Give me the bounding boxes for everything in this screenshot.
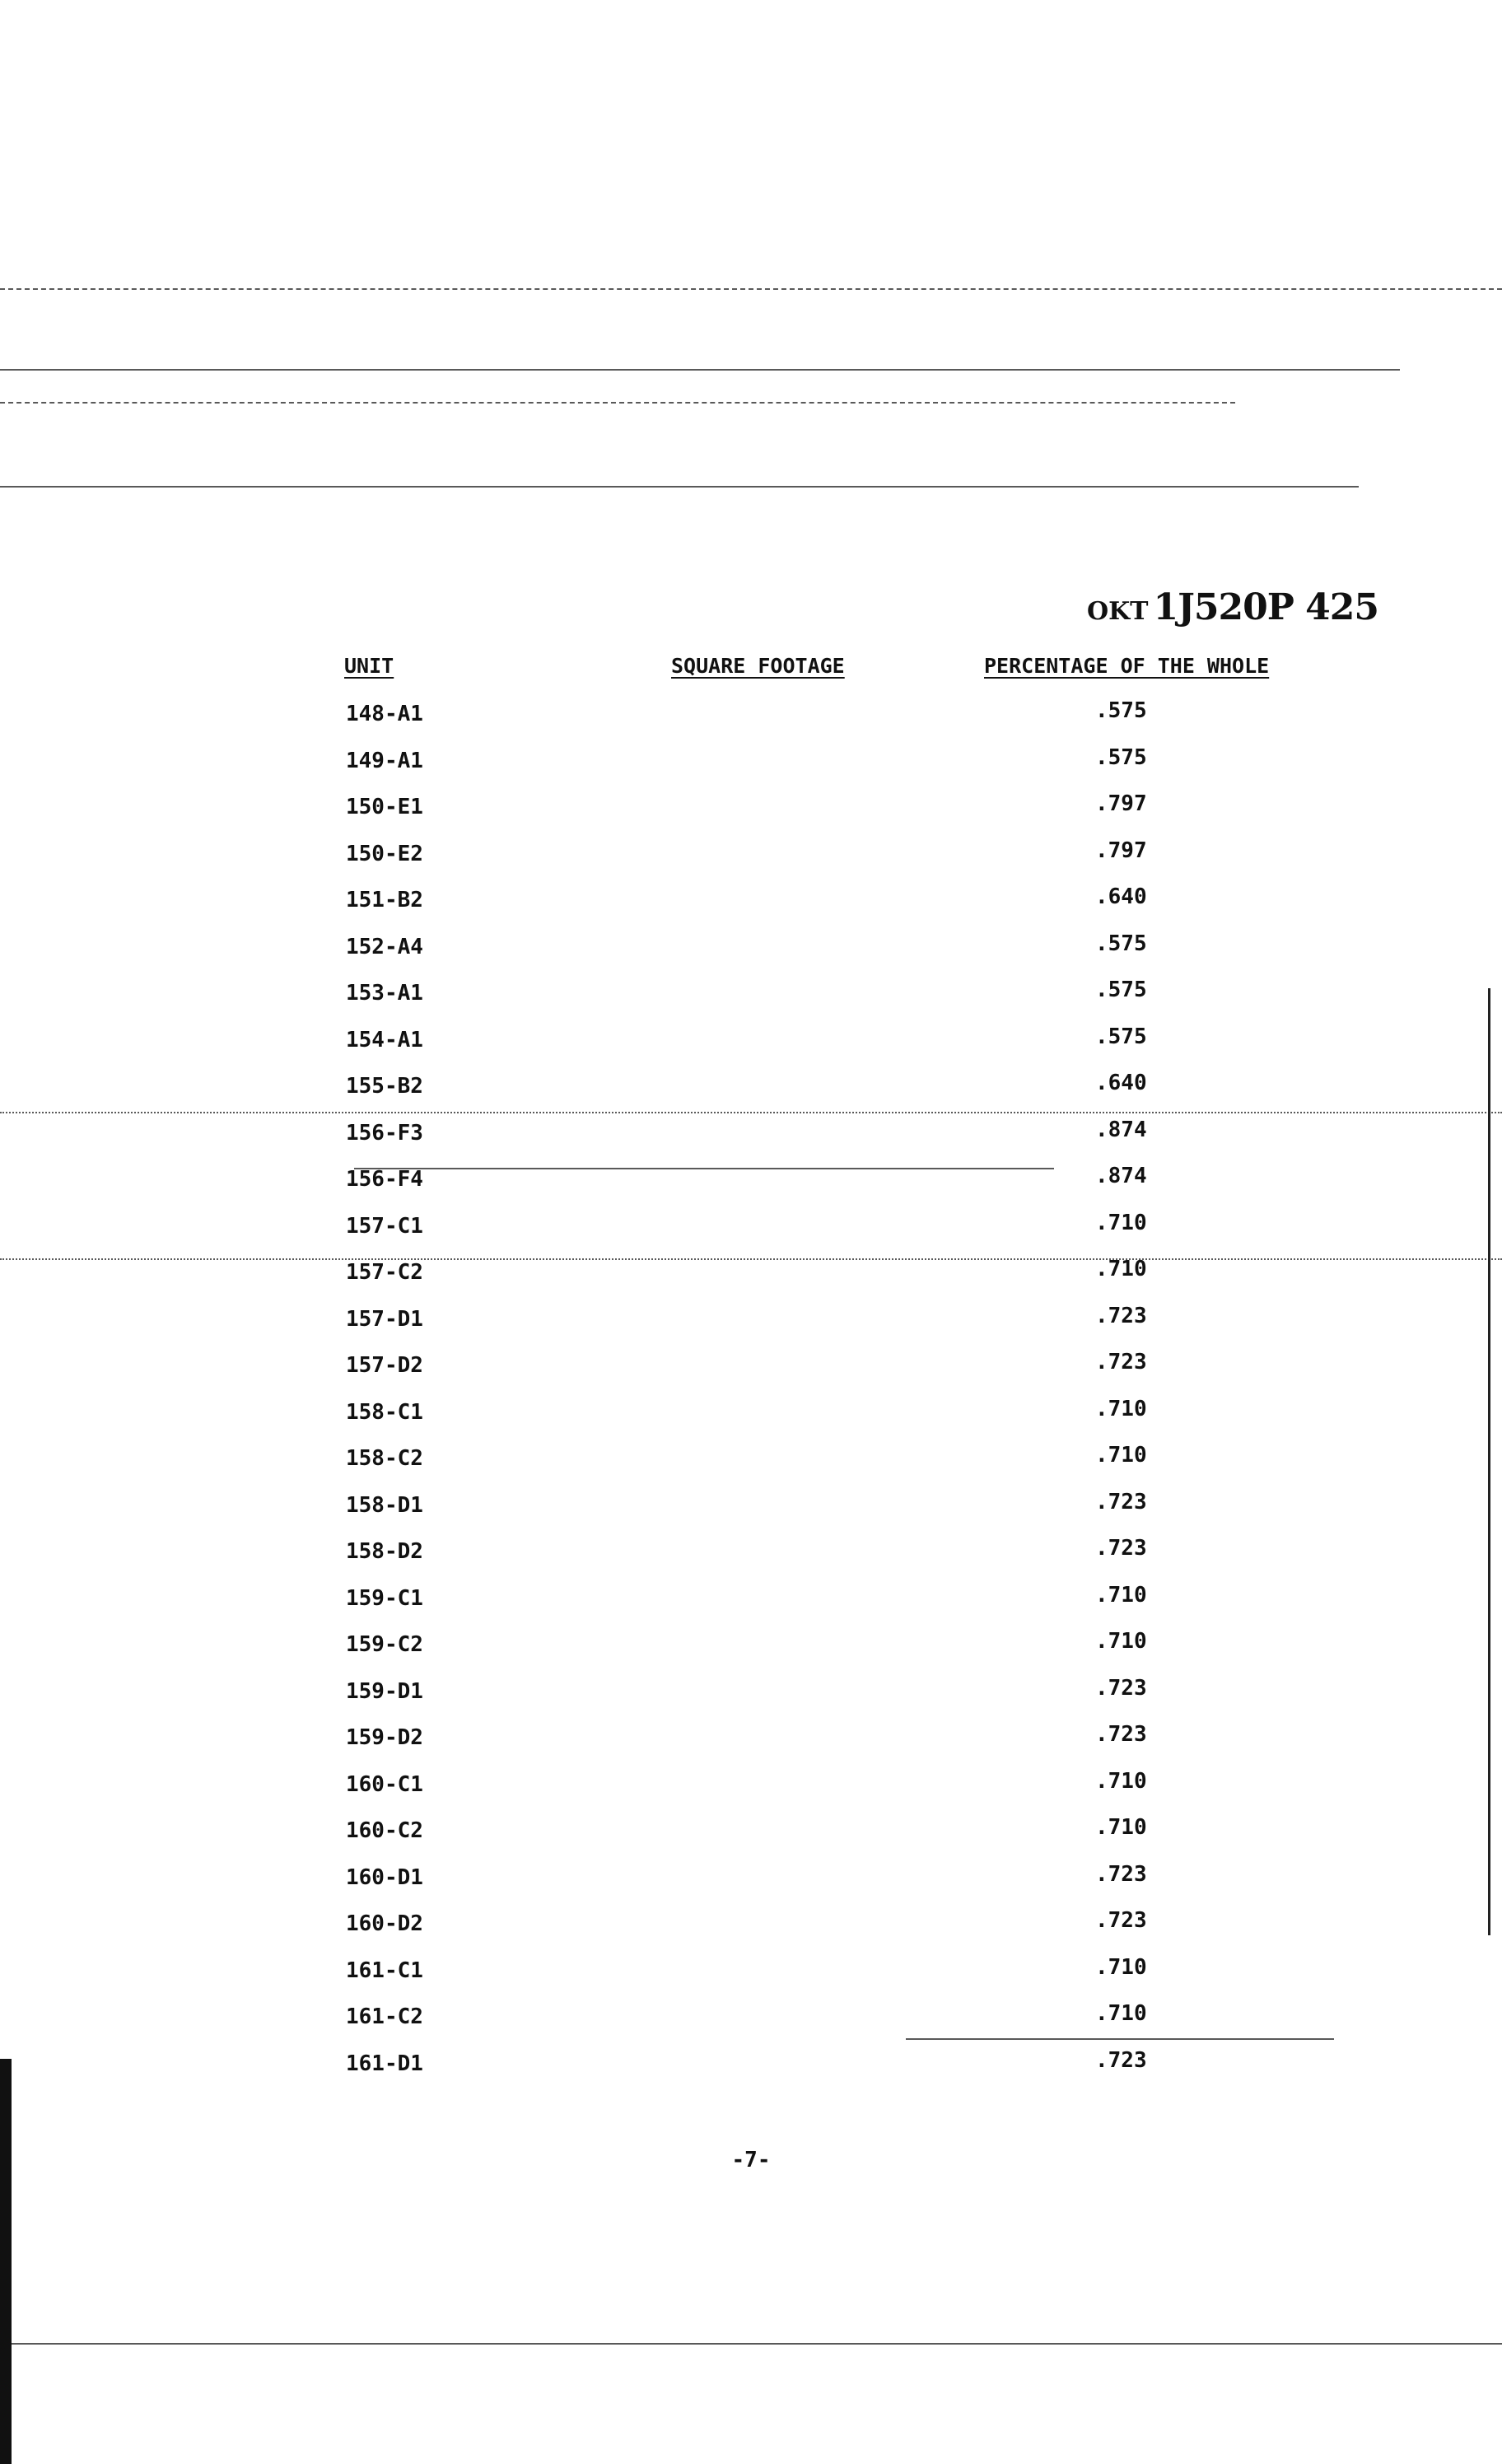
unit-id: 160-D1 xyxy=(346,1864,423,1890)
book-page-stamp xyxy=(1087,586,1378,628)
percentage-value: .723 xyxy=(1095,1908,1147,1933)
unit-id: 150-E2 xyxy=(346,841,423,866)
table-row xyxy=(0,1396,1502,1447)
table-row xyxy=(0,1117,1502,1168)
table-row xyxy=(0,1629,1502,1679)
table-row xyxy=(0,744,1502,796)
table-row xyxy=(0,1908,1502,1958)
unit-id: 159-C1 xyxy=(346,1585,423,1611)
percentage-value: .723 xyxy=(1095,1722,1147,1747)
unit-id: 151-B2 xyxy=(346,888,423,912)
percentage-value: .874 xyxy=(1095,1117,1147,1142)
table-row xyxy=(0,838,1502,889)
percentage-value: .874 xyxy=(1095,1164,1147,1188)
percentage-value: .710 xyxy=(1095,1257,1147,1281)
percentage-value: .723 xyxy=(1095,1536,1147,1561)
percentage-value: .575 xyxy=(1095,1024,1147,1049)
percentage-value: .710 xyxy=(1095,1396,1147,1421)
table-row xyxy=(0,1071,1502,1121)
scan-artifact-line xyxy=(0,288,1502,290)
percentage-value: .710 xyxy=(1095,1768,1147,1794)
unit-id: 160-C2 xyxy=(346,1818,423,1843)
percentage-value: .710 xyxy=(1095,2001,1147,2026)
unit-id: 161-D1 xyxy=(346,2051,423,2076)
percentage-value: .575 xyxy=(1095,744,1147,770)
percentage-value: .723 xyxy=(1095,2047,1147,2073)
unit-id: 154-A1 xyxy=(346,1027,423,1052)
percentage-value: .575 xyxy=(1095,978,1147,1002)
percentage-value: .710 xyxy=(1095,1954,1147,1980)
percentage-value: .723 xyxy=(1095,1489,1147,1514)
table-row xyxy=(0,1303,1502,1354)
unit-id: 160-D2 xyxy=(346,1911,423,1936)
table-row xyxy=(0,1489,1502,1540)
column-header-unit: UNIT xyxy=(344,654,394,678)
table-row xyxy=(0,1815,1502,1865)
table-row xyxy=(0,1722,1502,1772)
percentage-value: .723 xyxy=(1095,1350,1147,1374)
unit-id: 158-C2 xyxy=(346,1446,423,1471)
percentage-value: .710 xyxy=(1095,1815,1147,1840)
table-row xyxy=(0,978,1502,1028)
table-row xyxy=(0,931,1502,982)
percentage-value: .723 xyxy=(1095,1675,1147,1701)
unit-id: 157-C1 xyxy=(346,1213,423,1239)
column-header-square-footage: SQUARE FOOTAGE xyxy=(671,654,845,678)
table-row xyxy=(0,1536,1502,1586)
scan-artifact-line xyxy=(0,402,1235,404)
scan-artifact-line xyxy=(0,369,1400,371)
unit-table xyxy=(0,698,1502,2098)
book-page-prefix: OKT xyxy=(1086,597,1149,626)
table-row xyxy=(0,1210,1502,1261)
percentage-value: .710 xyxy=(1095,1582,1147,1608)
table-row xyxy=(0,791,1502,842)
scan-edge-shadow xyxy=(0,2059,12,2464)
unit-id: 156-F3 xyxy=(346,1120,423,1146)
table-row xyxy=(0,2001,1502,2051)
percentage-value: .710 xyxy=(1095,1629,1147,1654)
table-row xyxy=(0,1954,1502,2005)
unit-id: 161-C2 xyxy=(346,2004,423,2029)
page-number: -7- xyxy=(731,2148,771,2172)
unit-id: 148-A1 xyxy=(346,702,423,726)
unit-id: 158-C1 xyxy=(346,1399,423,1425)
unit-id: 159-D2 xyxy=(346,1725,423,1750)
percentage-value: .797 xyxy=(1095,791,1147,816)
percentage-value: .640 xyxy=(1095,884,1147,909)
percentage-value: .575 xyxy=(1095,931,1147,956)
percentage-value: .797 xyxy=(1095,838,1147,863)
unit-id: 157-D1 xyxy=(346,1306,423,1332)
unit-id: 157-D2 xyxy=(346,1353,423,1378)
unit-id: 157-C2 xyxy=(346,1260,423,1285)
unit-id: 159-D1 xyxy=(346,1678,423,1704)
percentage-value: .710 xyxy=(1095,1443,1147,1468)
unit-id: 158-D1 xyxy=(346,1492,423,1518)
unit-id: 158-D2 xyxy=(346,1539,423,1564)
unit-id: 152-A4 xyxy=(346,934,423,959)
percentage-value: .723 xyxy=(1095,1861,1147,1887)
unit-id: 161-C1 xyxy=(346,1958,423,1983)
book-page-number: 1J520P 425 xyxy=(1153,586,1378,628)
table-row xyxy=(0,1257,1502,1307)
unit-id: 153-A1 xyxy=(346,981,423,1006)
unit-id: 160-C1 xyxy=(346,1771,423,1797)
table-row xyxy=(0,1024,1502,1075)
percentage-value: .710 xyxy=(1095,1210,1147,1235)
table-row xyxy=(0,1350,1502,1400)
unit-id: 150-E1 xyxy=(346,795,423,819)
table-row xyxy=(0,698,1502,749)
table-row xyxy=(0,1443,1502,1493)
table-row xyxy=(0,1861,1502,1912)
percentage-value: .640 xyxy=(1095,1071,1147,1095)
unit-id: 155-B2 xyxy=(346,1074,423,1099)
table-row xyxy=(0,1768,1502,1819)
table-row xyxy=(0,2047,1502,2098)
table-row xyxy=(0,1164,1502,1214)
unit-id: 156-F4 xyxy=(346,1167,423,1192)
percentage-value: .575 xyxy=(1095,698,1147,723)
table-row xyxy=(0,884,1502,935)
table-row xyxy=(0,1675,1502,1726)
percentage-value: .723 xyxy=(1095,1303,1147,1328)
scan-artifact-line xyxy=(0,2343,1502,2345)
unit-id: 159-C2 xyxy=(346,1632,423,1657)
unit-id: 149-A1 xyxy=(346,748,423,773)
column-header-percentage: PERCENTAGE OF THE WHOLE xyxy=(984,654,1270,678)
scan-artifact-line xyxy=(0,486,1359,488)
table-row xyxy=(0,1582,1502,1633)
